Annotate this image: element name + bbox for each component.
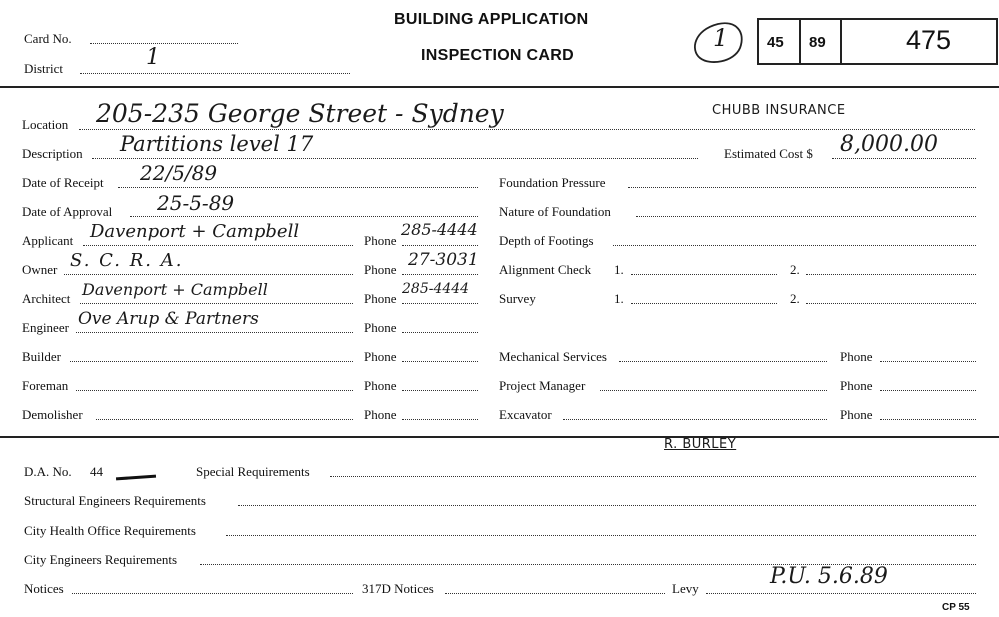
owner-phone-value: 27-3031 (408, 250, 479, 270)
approval-value: 25-5-89 (157, 191, 235, 215)
excavator-phone-field[interactable] (880, 419, 976, 420)
project-manager-label: Project Manager (499, 378, 586, 393)
district-value: 1 (146, 45, 160, 70)
title-line-1: BUILDING APPLICATION (394, 11, 589, 28)
district-field[interactable] (80, 73, 350, 74)
divider-top (0, 86, 999, 88)
owner-phone-field[interactable] (402, 274, 478, 275)
receipt-field[interactable] (118, 187, 478, 188)
foreman-phone-field[interactable] (402, 390, 478, 391)
title-line-2: INSPECTION CARD (421, 47, 574, 64)
estimated-cost-value: 8,000.00 (840, 132, 938, 157)
health-field[interactable] (226, 535, 976, 536)
engineer-phone-field[interactable] (402, 332, 478, 333)
depth-footings-field[interactable] (613, 245, 976, 246)
owner-field[interactable] (64, 274, 353, 275)
engineer-value: Ove Arup & Partners (78, 309, 259, 329)
location-label: Location (22, 117, 69, 132)
notices317-field[interactable] (445, 593, 665, 594)
builder-label: Builder (22, 349, 61, 364)
engineer-field[interactable] (76, 332, 353, 333)
nature-foundation-label: Nature of Foundation (499, 204, 611, 219)
nature-foundation-field[interactable] (636, 216, 976, 217)
mechanical-phone-label: Phone (840, 349, 873, 364)
architect-label: Architect (22, 291, 71, 306)
applicant-label: Applicant (22, 233, 74, 248)
description-field[interactable] (92, 158, 698, 159)
mechanical-label: Mechanical Services (499, 349, 607, 364)
applicant-field[interactable] (83, 245, 353, 246)
health-label: City Health Office Requirements (24, 523, 196, 538)
builder-phone-label: Phone (364, 349, 397, 364)
da-underline (116, 475, 156, 480)
architect-phone-label: Phone (364, 291, 397, 306)
mechanical-phone-field[interactable] (880, 361, 976, 362)
demolisher-phone-label: Phone (364, 407, 397, 422)
architect-phone-field[interactable] (402, 303, 478, 304)
location-note: CHUBB INSURANCE (712, 103, 846, 118)
approval-field[interactable] (130, 216, 478, 217)
architect-value: Davenport + Campbell (82, 280, 268, 299)
project-manager-field[interactable] (600, 390, 827, 391)
survey-1-field[interactable] (631, 303, 777, 304)
owner-value: S. C. R. A. (70, 250, 184, 271)
description-label: Description (22, 146, 83, 161)
circled-mark-text: 1 (713, 24, 729, 52)
box-divider-1 (799, 18, 801, 65)
excavator-phone-label: Phone (840, 407, 873, 422)
box-number-2: 89 (809, 34, 826, 51)
alignment-2-label: 2. (790, 262, 800, 277)
district-label: District (24, 61, 63, 76)
mechanical-field[interactable] (619, 361, 827, 362)
box-number-3: 475 (906, 25, 952, 55)
receipt-value: 22/5/89 (140, 161, 218, 185)
alignment-1-field[interactable] (631, 274, 777, 275)
applicant-value: Davenport + Campbell (90, 221, 300, 242)
notices317-label: 317D Notices (362, 581, 434, 596)
engineer-label: Engineer (22, 320, 69, 335)
description-value: Partitions level 17 (120, 132, 314, 156)
demolisher-phone-field[interactable] (402, 419, 478, 420)
builder-phone-field[interactable] (402, 361, 478, 362)
divider-bottom (0, 436, 999, 438)
alignment-label: Alignment Check (499, 262, 592, 277)
builder-field[interactable] (70, 361, 353, 362)
architect-field[interactable] (80, 303, 353, 304)
receipt-label: Date of Receipt (22, 175, 104, 190)
structural-field[interactable] (238, 505, 976, 506)
location-field[interactable] (79, 129, 975, 130)
box-number-1: 45 (767, 34, 784, 51)
alignment-2-field[interactable] (806, 274, 976, 275)
da-label: D.A. No. (24, 464, 72, 479)
da-value: 44 (90, 464, 103, 479)
card-no-label: Card No. (24, 31, 72, 46)
alignment-1-label: 1. (614, 262, 624, 277)
applicant-phone-value: 285-4444 (401, 220, 478, 239)
depth-footings-label: Depth of Footings (499, 233, 594, 248)
special-label: Special Requirements (196, 464, 310, 479)
applicant-phone-label: Phone (364, 233, 397, 248)
engineer-phone-label: Phone (364, 320, 397, 335)
survey-2-field[interactable] (806, 303, 976, 304)
notices-field[interactable] (72, 593, 353, 594)
owner-label: Owner (22, 262, 58, 277)
special-field[interactable] (330, 476, 976, 477)
location-value: 205-235 George Street - Sydney (96, 99, 504, 128)
applicant-phone-field[interactable] (402, 245, 478, 246)
owner-phone-label: Phone (364, 262, 397, 277)
levy-field[interactable] (706, 593, 976, 594)
architect-phone-value: 285-4444 (402, 281, 470, 297)
engineers-label: City Engineers Requirements (24, 552, 178, 567)
survey-label: Survey (499, 291, 536, 306)
foundation-pressure-label: Foundation Pressure (499, 175, 606, 190)
foreman-phone-label: Phone (364, 378, 397, 393)
foreman-field[interactable] (76, 390, 353, 391)
demolisher-field[interactable] (96, 419, 353, 420)
estimated-cost-label: Estimated Cost $ (724, 146, 813, 161)
foreman-label: Foreman (22, 378, 69, 393)
signature: R. BURLEY (664, 437, 737, 452)
box-divider-2 (840, 18, 842, 65)
reference-box (757, 18, 998, 65)
approval-label: Date of Approval (22, 204, 113, 219)
survey-2-label: 2. (790, 291, 800, 306)
notices-label: Notices (24, 581, 64, 596)
levy-label: Levy (672, 581, 699, 596)
levy-value: P.U. 5.6.89 (770, 564, 888, 589)
excavator-label: Excavator (499, 407, 552, 422)
form-code: CP 55 (942, 602, 970, 613)
estimated-cost-field[interactable] (832, 158, 976, 159)
card-no-field[interactable] (90, 43, 238, 44)
demolisher-label: Demolisher (22, 407, 83, 422)
project-manager-phone-label: Phone (840, 378, 873, 393)
foundation-pressure-field[interactable] (628, 187, 976, 188)
excavator-field[interactable] (563, 419, 827, 420)
project-manager-phone-field[interactable] (880, 390, 976, 391)
structural-label: Structural Engineers Requirements (24, 493, 206, 508)
survey-1-label: 1. (614, 291, 624, 306)
